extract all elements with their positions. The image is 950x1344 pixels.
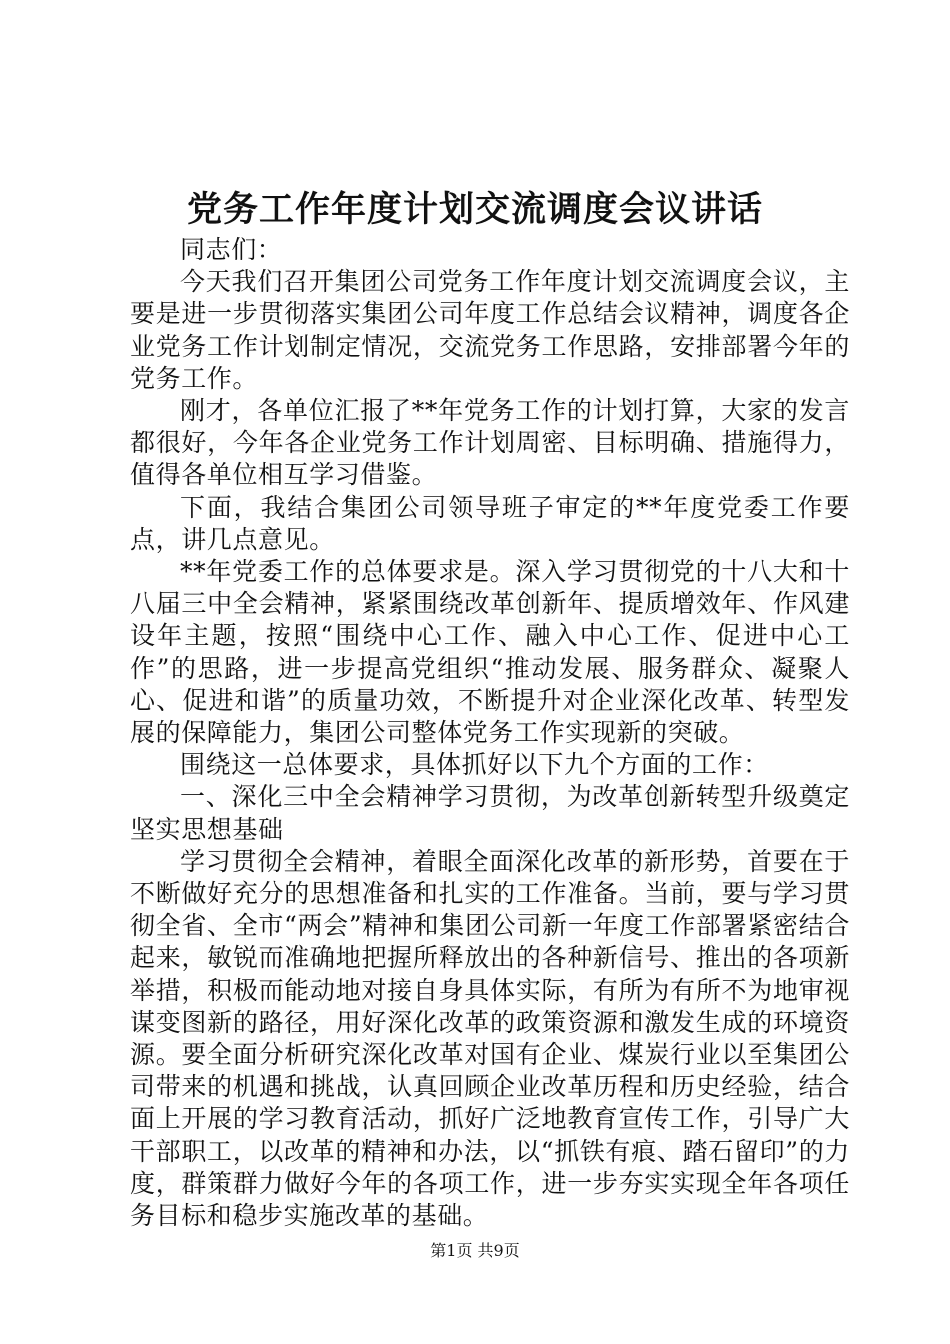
document-title: 党务工作年度计划交流调度会议讲话 [186,190,763,230]
body-paragraph: 围绕这一总体要求，具体抓好以下九个方面的工作： [180,750,769,780]
document-body [130,234,850,1232]
section-heading: 一、深化三中全会精神学习贯彻，为改革创新转型升级奠定坚实思想基础 [130,782,850,844]
body-paragraph: 今天我们召开集团公司党务工作年度计划交流调度会议，主要是进一步贯彻落实集团公司年度工作总结会议精神，调度各企业党务工作计划制定情况，交流党务工作思路，安排部署今年的党务工作。 [130,267,850,393]
salutation: 同志们： [180,235,283,264]
body-paragraph: 刚才，各单位汇报了**年党务工作的计划打算，大家的发言都很好，今年各企业党务工作计划周密、目标明确、措施得力，值得各单位相互学习借鉴。 [130,396,850,490]
page-number-footer: 第1页 共9页 [430,1241,520,1260]
body-paragraph: 学习贯彻全会精神，着眼全面深化改革的新形势，首要在于不断做好充分的思想准备和扎实的工作准备。当前，要与学习贯彻全省、全市“两会”精神和集团公司新一年度工作部署紧密结合起来，敏锐而准确地把握所释放出的各种新信号、推出的各项新举措，积极而能动地对接自身具体实际，有所为有所不为地审视谋变图新的路径，用好深化改革的政策资源和激发生成的环境资源。要全面分析研究深化改革对国有企业、煤炭行业以至集团公司带来的机遇和挑战，认真回顾企业改革历程和历史经验，结合面上开展的学习教育活动，抓好广泛地教育宣传工作，引导广大干部职工，以改革的精神和办法，以“抓铁有痕、踏石留印”的力度，群策群力做好今年的各项工作，进一步夯实实现全年各项任务目标和稳步实施改革的基础。 [130,846,850,1231]
body-paragraph: **年党委工作的总体要求是。深入学习贯彻党的十八大和十八届三中全会精神，紧紧围绕改革创新年、提质增效年、作风建设年主题，按照“围绕中心工作、融入中心工作、促进中心工作”的思路，进一步提高党组织“推动发展、服务群众、凝聚人心、促进和谐”的质量功效，不断提升对企业深化改革、转型发展的保障能力，集团公司整体党务工作实现新的突破。 [130,557,850,748]
body-paragraph: 下面，我结合集团公司领导班子审定的**年度党委工作要点，讲几点意见。 [130,492,850,554]
